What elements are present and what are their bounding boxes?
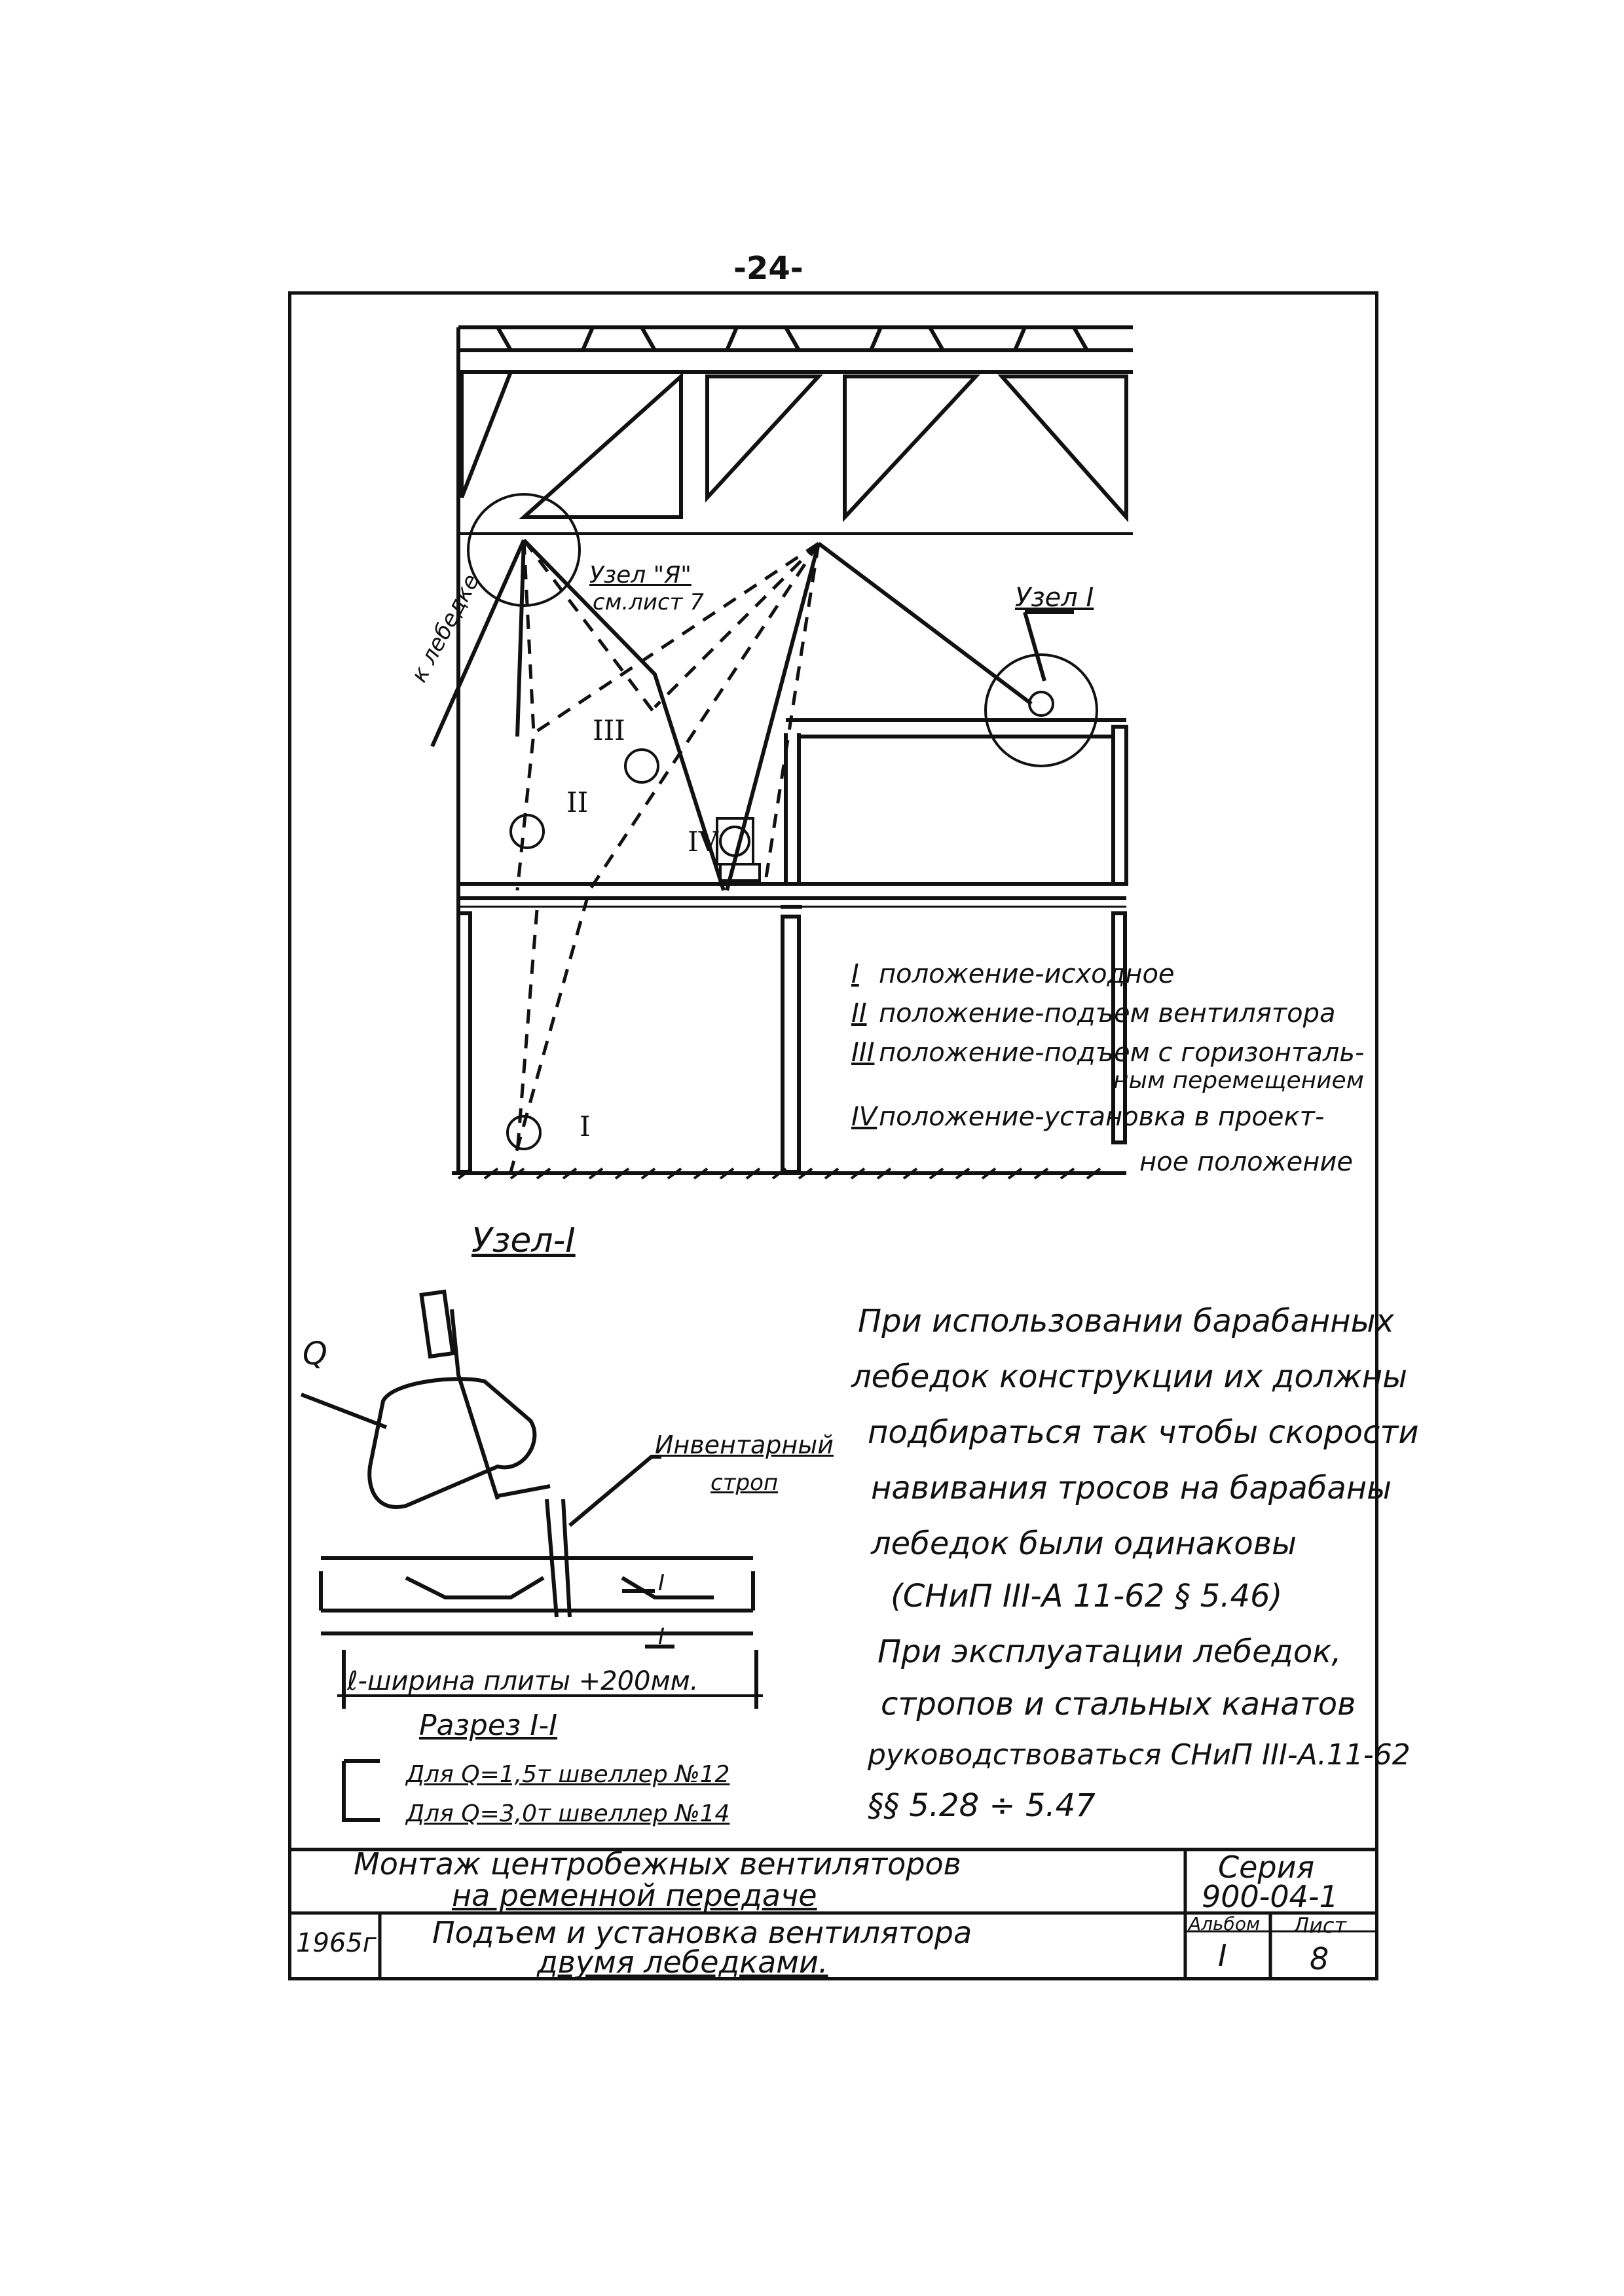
note-line: При эксплуатации лебедок,: [877, 1633, 1342, 1670]
series-label: Серия: [1218, 1850, 1315, 1885]
position-ii-mark: II: [566, 786, 589, 818]
slab-width-dimension: ℓ-ширина плиты +200мм.: [347, 1666, 699, 1696]
sheet-number: 8: [1310, 1941, 1329, 1977]
album-label: Альбом: [1189, 1913, 1261, 1935]
rope-to-winch-label: к лебедке: [406, 570, 485, 687]
position-iv-mark: IV: [688, 826, 718, 858]
section-title: Разрез I-I: [419, 1709, 558, 1742]
note-line: При использовании барабанных: [858, 1303, 1394, 1339]
sheet-title-line-2: двумя лебедками.: [537, 1944, 828, 1980]
drawing-title-line-2: на ременной передаче: [452, 1878, 817, 1913]
sheet-label: Лист: [1293, 1913, 1347, 1938]
note-line: лебедок были одинаковы: [871, 1525, 1297, 1562]
legend-item: III положение-подъем с горизонталь-: [851, 1038, 1365, 1068]
album-value: I: [1218, 1938, 1227, 1973]
note-line: §§ 5.28 ÷ 5.47: [868, 1787, 1096, 1824]
section-mark-top: I: [658, 1570, 665, 1596]
load-label: Q: [303, 1336, 327, 1372]
note-line: лебедок конструкции их должны: [851, 1358, 1408, 1395]
node-a-reference: см.лист 7: [593, 589, 704, 615]
note-line: подбираться так чтобы скорости: [868, 1414, 1419, 1451]
channel-note-1: Для Q=1,5т швеллер №12: [406, 1761, 730, 1788]
channel-note-2: Для Q=3,0т швеллер №14: [406, 1800, 730, 1827]
legend-item: II положение-подъем вентилятора: [851, 998, 1336, 1029]
legend-item: ное положение: [1139, 1147, 1354, 1177]
position-iii-mark: III: [593, 714, 625, 746]
legend-item: I положение-исходное: [851, 959, 1175, 989]
year: 1965г.: [296, 1928, 385, 1958]
note-line: навивания тросов на барабаны: [871, 1470, 1392, 1506]
legend-item: IVположение-установка в проект-: [851, 1102, 1325, 1132]
series-value: 900-04-1: [1202, 1879, 1338, 1914]
note-line: руководствоваться СНиП III-А.11-62: [868, 1738, 1411, 1772]
node-a-label: Узел "Я": [589, 562, 692, 589]
legend-item: ным перемещением: [1113, 1067, 1364, 1094]
note-line: стропов и стальных канатов: [881, 1686, 1356, 1722]
note-line: (СНиП III-А 11-62 § 5.46): [891, 1578, 1283, 1614]
page-number: -24-: [733, 250, 803, 287]
sling-label: Инвентарный: [655, 1430, 834, 1459]
sling-label-2: строп: [710, 1470, 779, 1496]
sheet-title-line-1: Подъем и установка вентилятора: [432, 1915, 972, 1950]
detail-title: Узел-I: [471, 1221, 576, 1260]
position-i-mark: I: [580, 1110, 591, 1142]
drawing-title-line-1: Монтаж центробежных вентиляторов: [354, 1846, 961, 1882]
node-i-label: Узел I: [1015, 583, 1094, 613]
section-mark-bottom: I: [658, 1624, 665, 1650]
